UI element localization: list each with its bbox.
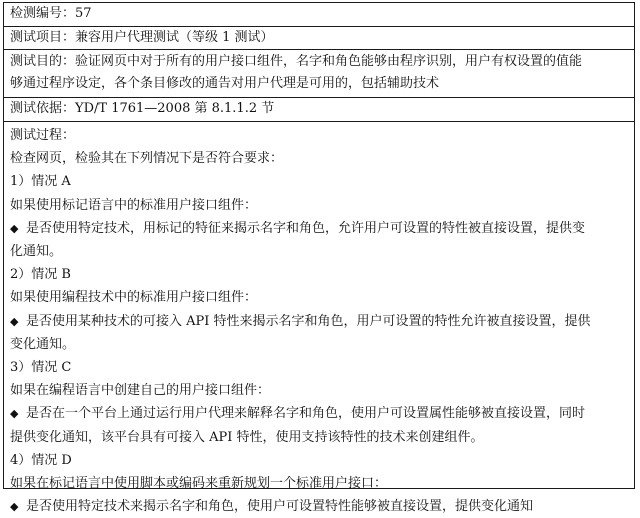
test-number: 检测编号：57 — [10, 6, 92, 21]
case-c-bullet — [10, 402, 628, 425]
test-process-section — [4, 122, 634, 518]
case-a-bullet-continuation: 化通知。 — [10, 244, 63, 260]
case-c-heading: 3）情况 C — [10, 360, 72, 376]
case-d-bullet-text: 是否使用特定技术来揭示名字和角色，使用户可设置特性能够被直接设置，提供变化通知 — [26, 499, 534, 515]
test-number-row — [4, 3, 634, 27]
test-item: 测试项目：兼容用户代理测试（等级 1 测试） — [10, 30, 274, 45]
case-b-bullet-continuation: 变化通知。 — [10, 336, 76, 352]
process-title: 测试过程： — [10, 128, 76, 143]
diamond-bullet-icon: ◆ — [10, 314, 19, 328]
test-purpose-row — [4, 50, 634, 98]
diamond-bullet-icon: ◆ — [10, 500, 19, 514]
test-record-table — [3, 2, 635, 515]
case-b-bullet — [10, 310, 628, 333]
case-a-heading: 1）情况 A — [10, 174, 71, 190]
test-basis: 测试依据：YD/T 1761—2008 第 8.1.1.2 节 — [10, 101, 275, 116]
case-b-condition: 如果使用编程技术中的标准用户接口组件： — [10, 290, 258, 306]
case-b-heading: 2）情况 B — [10, 267, 71, 283]
test-item-row — [4, 27, 634, 50]
case-c-bullet-text: 是否在一个平台上通过运行用户代理来解释名字和角色，使用户可设置属性能够被直接设置，同时 — [26, 406, 586, 422]
test-purpose-line-2: 够通过程序设定，各个条目修改的通告对用户代理是可用的，包括辅助技术 — [10, 76, 440, 91]
case-c-condition: 如果在编程语言中创建自己的用户接口组件： — [10, 383, 271, 399]
case-a-bullet — [10, 217, 628, 240]
case-b-bullet-text: 是否使用某种技术的可接入 API 特性来揭示名字和角色，用户可设置的特性允许被直接设置，提供 — [26, 313, 591, 329]
case-c-bullet-continuation: 提供变化通知，该平台具有可接入 API 特性，使用支持该特性的技术来创建组件。 — [10, 429, 484, 445]
test-basis-row — [4, 98, 634, 122]
case-d-heading: 4）情况 D — [10, 452, 72, 468]
case-d-condition: 如果在标记语言中使用脚本或编码来重新规划一个标准用户接口： — [10, 476, 388, 492]
process-intro: 检查网页，检验其在下列情况下是否符合要求： — [10, 151, 284, 167]
diamond-bullet-icon: ◆ — [10, 407, 19, 421]
test-purpose-line-1: 测试目的：验证网页中对于所有的用户接口组件，名字和角色能够由程序识别，用户有权设置的值能 — [10, 54, 583, 69]
diamond-bullet-icon: ◆ — [10, 221, 19, 235]
case-d-bullet — [10, 495, 628, 518]
case-a-condition: 如果使用标记语言中的标准用户接口组件： — [10, 197, 258, 213]
case-a-bullet-text: 是否使用特定技术，用标记的特征来揭示名字和角色，允许用户可设置的特性被直接设置，提供变 — [26, 220, 586, 236]
